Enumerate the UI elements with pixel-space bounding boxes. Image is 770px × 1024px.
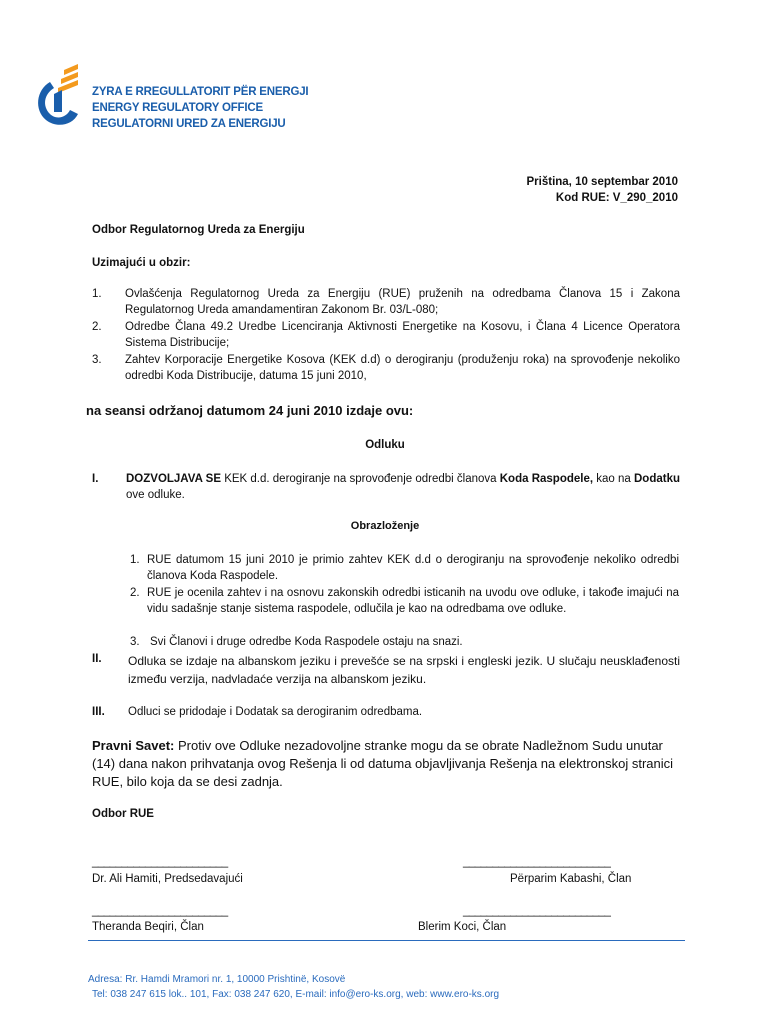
footer-address: Adresa: Rr. Hamdi Mramori nr. 1, 10000 Prishtinë, Kosovë bbox=[88, 974, 346, 985]
signatory-member: Blerim Koci, Član bbox=[418, 921, 507, 933]
consideration-item: Ovlašćenja Regulatornog Ureda za Energiju (RUE) pruženih na odredbama Članova 15 i Zakona Regulatornog Ureda amandamentiran Zakonom Br. 03/L-080; bbox=[125, 288, 680, 316]
signature-line: _________________________ bbox=[463, 856, 611, 868]
section-number: III. bbox=[92, 706, 105, 718]
board-short: Odbor RUE bbox=[92, 808, 154, 820]
reason-item: Svi Članovi i druge odredbe Koda Raspodele ostaju na snazi. bbox=[150, 636, 463, 648]
consideration-number: 1. bbox=[92, 288, 102, 300]
reason-number: 1. bbox=[130, 554, 140, 566]
signature-line: _______________________ bbox=[92, 856, 228, 868]
signatory-member: Përparim Kabashi, Član bbox=[510, 873, 632, 885]
signature-line: _______________________ bbox=[92, 905, 228, 917]
reasoning-title: Obrazloženje bbox=[350, 520, 420, 532]
session-statement: na seansi održanoj datumom 24 juni 2010 izdaje ovu: bbox=[86, 403, 414, 418]
document-code: Kod RUE: V_290_2010 bbox=[555, 192, 678, 204]
org-name-albanian: ZYRA E RREGULLATORIT PËR ENERGJI bbox=[92, 86, 309, 98]
legal-advice bbox=[92, 737, 682, 791]
reason-item: RUE datumom 15 juni 2010 je primio zahtev KEK d.d o derogiranju na sprovođenje nekoliko odredbi članova Koda Raspodele. bbox=[147, 554, 679, 582]
signatory-member: Theranda Beqiri, Član bbox=[92, 921, 204, 933]
reason-item: RUE je ocenila zahtev i na osnovu zakonskih odredbi isticanih na uvodu ove odluke, i takođe imajući na vidu sadašnje stanje sistema raspodele, odlučila je kao na odredbama ove odluke. bbox=[147, 587, 679, 615]
consideration-item: Zahtev Korporacije Energetike Kosova (KEK d.d) o derogiranju (produženju roka) na sprovođenje nekoliko odredbi Koda Distribucije, datuma 15 juni 2010, bbox=[125, 354, 680, 382]
signatory-chair: Dr. Ali Hamiti, Predsedavajući bbox=[92, 873, 243, 885]
reason-number: 3. bbox=[130, 636, 140, 648]
section-three-text: Odluci se pridodaje i Dodatak sa derogiranim odredbama. bbox=[128, 706, 423, 718]
signature-line: _________________________ bbox=[463, 905, 611, 917]
annex-bold: Dodatku bbox=[633, 473, 680, 485]
section-one-part: kao na bbox=[593, 473, 634, 485]
board-heading: Odbor Regulatornog Ureda za Energiju bbox=[92, 224, 305, 236]
section-one-part: ove odluke. bbox=[126, 488, 185, 501]
org-name-serbian: REGULATORNI URED ZA ENERGIJU bbox=[92, 118, 286, 130]
consideration-number: 2. bbox=[92, 321, 102, 333]
footer-contact: Tel: 038 247 615 lok.. 101, Fax: 038 247 620, E-mail: info@ero-ks.org, web: www.ero-ks.org bbox=[92, 989, 500, 1000]
ero-logo-icon bbox=[34, 64, 84, 130]
org-name-block bbox=[92, 84, 308, 132]
section-one-part: KEK d.d. derogiranje na sprovođenje odredbi članova bbox=[221, 473, 500, 485]
reason-number: 2. bbox=[130, 587, 140, 599]
considering-heading: Uzimajući u obzir: bbox=[92, 257, 191, 269]
section-number: II. bbox=[92, 653, 102, 665]
distribution-code-bold: Koda Raspodele, bbox=[499, 473, 594, 485]
decision-title: Odluku bbox=[365, 439, 405, 451]
document-meta bbox=[527, 174, 679, 206]
legal-advice-label: Pravni Savet: bbox=[92, 738, 175, 753]
section-two-text: Odluka se izdaje na albanskom jeziku i prevešće se na srpski i engleski jezik. U slučaju neusklađenosti između verzija, nadvladaće verzija na albanskom jeziku. bbox=[128, 654, 680, 686]
place-date: Priština, 10 septembar 2010 bbox=[526, 176, 678, 188]
section-number: I. bbox=[92, 473, 99, 485]
consideration-item: Odredbe Člana 49.2 Uredbe Licenciranja Aktivnosti Energetike na Kosovu, i Člana 4 Licence Operatora Sistema Distribucije; bbox=[125, 321, 680, 349]
permit-bold: DOZVOLJAVA SE bbox=[126, 473, 221, 485]
section-one-text bbox=[126, 472, 682, 504]
consideration-number: 3. bbox=[92, 354, 102, 366]
footer-divider bbox=[88, 940, 685, 941]
legal-advice-text: Protiv ove Odluke nezadovoljne stranke mogu da se obrate Nadležnom Sudu unutar (14) dana nakon prihvatanja ovog Rešenja li od datuma objavljivanja Rešenja na elektronskoj stranici RUE, bilo koja da se desi zadnja. bbox=[92, 738, 674, 789]
org-name-english: ENERGY REGULATORY OFFICE bbox=[92, 102, 263, 114]
